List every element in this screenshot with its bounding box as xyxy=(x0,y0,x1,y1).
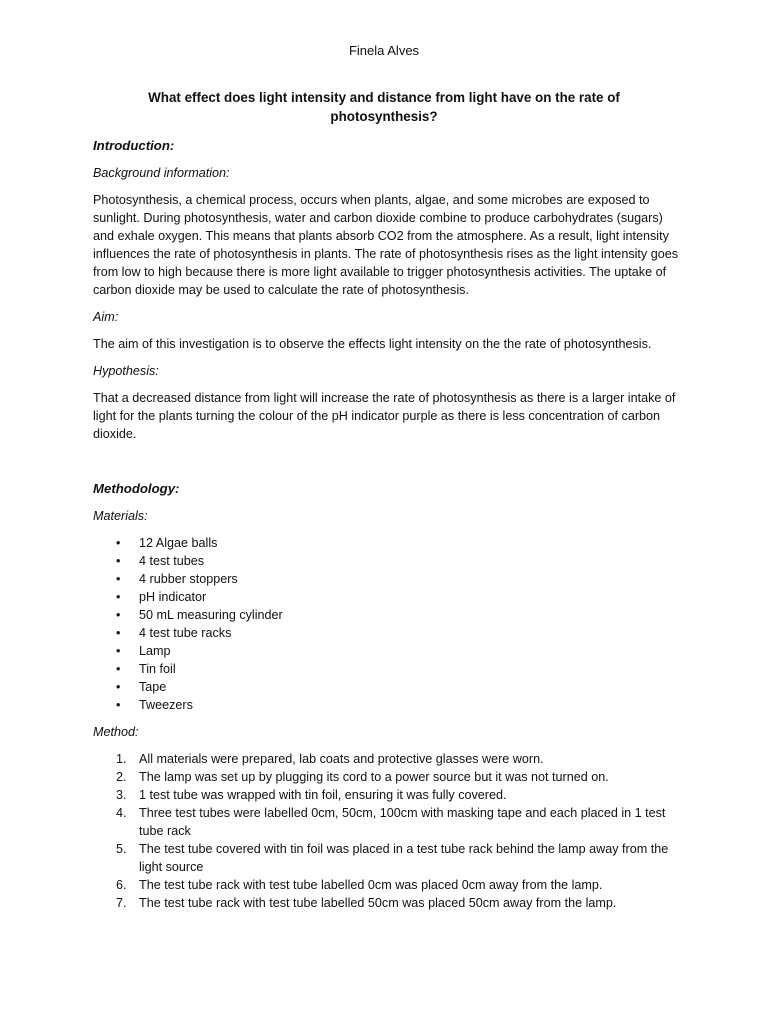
materials-list xyxy=(93,534,683,714)
material-label: 50 mL measuring cylinder xyxy=(139,608,283,622)
list-item xyxy=(93,786,683,804)
list-item xyxy=(93,642,683,660)
author-name: Finela Alves xyxy=(348,43,420,58)
list-item xyxy=(93,534,683,552)
method-list xyxy=(93,750,683,912)
step-number: 3. xyxy=(116,788,127,802)
bullet: • xyxy=(116,590,121,604)
material-label: 4 rubber stoppers xyxy=(139,572,238,586)
list-item xyxy=(93,678,683,696)
list-item xyxy=(93,570,683,588)
list-item xyxy=(93,804,683,840)
methodology-heading: Methodology: xyxy=(93,481,180,496)
bullet: • xyxy=(116,644,121,658)
step-number: 5. xyxy=(116,842,127,856)
step-text: 1 test tube was wrapped with tin foil, ensuring it was fully covered. xyxy=(139,788,507,802)
list-item xyxy=(93,750,683,768)
step-text: The lamp was set up by plugging its cord to a power source but it was not turned on. xyxy=(139,770,609,784)
background-paragraph: Photosynthesis, a chemical process, occurs when plants, algae, and some microbes are exposed to sunlight. During photosynthesis, water and carbon dioxide combine to produce carbohydrates (sugars) and exhale oxygen. This means that plants absorb CO2 from the atmosphere. As a result, light intensity influences the rate of photosynthesis in plants. The rate of photosynthesis rises as the light intensity goes from low to high because there is more light available to trigger photosynthesis activities. The uptake of carbon dioxide may be used to calculate the rate of photosynthesis. xyxy=(93,193,679,297)
bullet: • xyxy=(116,536,121,550)
material-label: 4 test tubes xyxy=(139,554,205,568)
aim-heading: Aim: xyxy=(93,310,119,324)
step-text: The test tube rack with test tube labelled 50cm was placed 50cm away from the lamp. xyxy=(139,896,617,910)
list-item xyxy=(93,660,683,678)
step-number: 7. xyxy=(116,896,127,910)
step-text: Three test tubes were labelled 0cm, 50cm, 100cm with masking tape and each placed in 1 test tube rack xyxy=(139,806,666,838)
background-heading: Background information: xyxy=(93,166,230,180)
bullet: • xyxy=(116,680,121,694)
bullet: • xyxy=(116,662,121,676)
step-text: All materials were prepared, lab coats and protective glasses were worn. xyxy=(139,752,544,766)
list-item xyxy=(93,606,683,624)
materials-heading: Materials: xyxy=(93,509,148,523)
step-text: The test tube rack with test tube labelled 0cm was placed 0cm away from the lamp. xyxy=(139,878,603,892)
list-item xyxy=(93,588,683,606)
hypothesis-heading: Hypothesis: xyxy=(93,364,159,378)
material-label: pH indicator xyxy=(139,590,207,604)
document-title: What effect does light intensity and distance from light have on the rate of photosynthesis? xyxy=(148,90,620,124)
material-label: Lamp xyxy=(139,644,171,658)
list-item xyxy=(93,876,683,894)
step-number: 4. xyxy=(116,806,127,820)
hypothesis-paragraph: That a decreased distance from light will increase the rate of photosynthesis as there is a larger intake of light for the plants turning the colour of the pH indicator purple as there is less concentration of carbon dioxide. xyxy=(93,391,676,441)
bullet: • xyxy=(116,554,121,568)
list-item xyxy=(93,624,683,642)
material-label: Tape xyxy=(139,680,167,694)
step-text: The test tube covered with tin foil was placed in a test tube rack behind the lamp away from the light source xyxy=(139,842,669,874)
material-label: Tin foil xyxy=(139,662,176,676)
bullet: • xyxy=(116,608,121,622)
list-item xyxy=(93,894,683,912)
bullet: • xyxy=(116,626,121,640)
introduction-heading: Introduction: xyxy=(93,138,175,153)
method-heading: Method: xyxy=(93,725,139,739)
step-number: 6. xyxy=(116,878,127,892)
list-item xyxy=(93,840,683,876)
material-label: 4 test tube racks xyxy=(139,626,232,640)
list-item xyxy=(93,696,683,714)
material-label: Tweezers xyxy=(139,698,193,712)
aim-paragraph: The aim of this investigation is to observe the effects light intensity on the the rate of photosynthesis. xyxy=(93,337,652,351)
step-number: 1. xyxy=(116,752,127,766)
bullet: • xyxy=(116,698,121,712)
material-label: 12 Algae balls xyxy=(139,536,218,550)
list-item xyxy=(93,552,683,570)
document-body xyxy=(93,137,683,912)
list-item xyxy=(93,768,683,786)
bullet: • xyxy=(116,572,121,586)
step-number: 2. xyxy=(116,770,127,784)
